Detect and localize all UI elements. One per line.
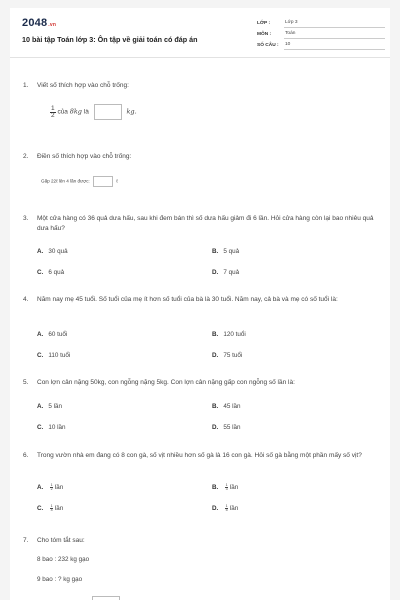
option-text: lần	[229, 505, 239, 513]
document-page	[10, 8, 390, 600]
answer-input[interactable]	[94, 104, 122, 120]
question-number: 7.	[23, 537, 29, 544]
summary-line-2: 9 bao : ? kg gạo	[37, 576, 83, 583]
fraction	[50, 505, 53, 512]
option-a[interactable]	[37, 484, 63, 491]
question-number: 6.	[23, 452, 29, 459]
expression-of: của	[57, 108, 68, 116]
fraction-numerator: 1	[51, 104, 55, 112]
option-text: lần	[54, 484, 64, 492]
page-title: 10 bài tập Toán lớp 3: Ôn tập về giải toán có đáp án	[22, 35, 198, 44]
option-text: lần	[229, 484, 239, 492]
expression-unit: kg.	[126, 107, 137, 116]
logo-suffix: .vn	[48, 22, 57, 28]
option-letter: A.	[37, 403, 44, 410]
document-header	[10, 8, 390, 58]
option-a[interactable]	[37, 331, 67, 338]
option-text: 10 lần	[48, 424, 66, 431]
question-text: Một cửa hàng có 36 quả dưa hấu, sau khi đem bán thì số dưa hấu giảm đi 6 lần. Hỏi cửa hàng còn lại bao nhiêu quả dưa hấu?	[37, 215, 374, 232]
option-letter: A.	[37, 248, 44, 255]
question-number: 4.	[23, 296, 29, 303]
meta-value: Lớp 3	[284, 20, 385, 28]
meta-label: MÔN :	[257, 32, 272, 37]
fraction-denominator: 2	[50, 487, 53, 491]
question-1	[23, 81, 378, 91]
option-c[interactable]	[37, 505, 63, 512]
option-d[interactable]	[212, 424, 240, 431]
fraction-denominator: 4	[50, 508, 53, 512]
question-6	[23, 451, 378, 461]
fraction-numerator: 1	[225, 504, 228, 508]
meta-value: 10	[284, 42, 385, 50]
meta-row-grade	[257, 17, 385, 28]
site-logo[interactable]	[22, 17, 56, 29]
option-letter: A.	[37, 331, 44, 338]
option-text: 6 quả	[48, 269, 65, 276]
option-text: 55 lần	[223, 424, 241, 431]
option-letter: D.	[212, 352, 219, 359]
option-b[interactable]	[212, 403, 240, 410]
expression-unit: ℓ	[116, 178, 118, 184]
meta-label: SỐ CÂU :	[257, 43, 279, 48]
option-text: 5 quả	[223, 248, 240, 255]
option-letter: B.	[212, 403, 219, 410]
option-letter: A.	[37, 484, 44, 492]
question-4	[23, 295, 378, 305]
fraction-numerator: 1	[50, 483, 53, 487]
fraction-denominator: 3	[225, 487, 228, 491]
option-text: 60 tuổi	[48, 331, 68, 338]
question-text: Trong vườn nhà em đang có 8 con gà, số vịt nhiều hơn số gà là 16 con gà. Hỏi số gà bằng một phần mấy số vịt?	[37, 452, 362, 459]
fraction	[50, 106, 56, 119]
question-text: Cho tóm tắt sau:	[37, 537, 85, 544]
document-meta	[257, 17, 385, 50]
question-2	[23, 152, 378, 162]
question-7	[23, 536, 378, 546]
option-c[interactable]	[37, 352, 70, 359]
expression-amount: 8kg	[69, 107, 82, 116]
answer-input[interactable]	[93, 176, 113, 187]
option-text: 75 tuổi	[223, 352, 243, 359]
option-d[interactable]	[212, 505, 238, 512]
question-5	[23, 378, 378, 388]
option-letter: C.	[37, 424, 44, 431]
meta-row-subject	[257, 28, 385, 39]
option-a[interactable]	[37, 248, 68, 255]
answer-input[interactable]	[92, 596, 120, 600]
question-number: 1.	[23, 82, 29, 89]
option-text: 45 lần	[223, 403, 241, 410]
option-text: 120 tuổi	[223, 331, 246, 338]
option-letter: B.	[212, 331, 219, 338]
question-2-expression	[41, 176, 118, 187]
option-text: 110 tuổi	[48, 352, 71, 359]
option-d[interactable]	[212, 269, 239, 276]
option-letter: B.	[212, 484, 219, 492]
option-b[interactable]	[212, 484, 238, 491]
fraction	[50, 484, 53, 491]
fraction	[225, 505, 228, 512]
question-text: Năm nay mẹ 45 tuổi. Số tuổi của mẹ ít hơn số tuổi của bà là 30 tuổi. Năm nay, cả bà và mẹ có số tuổi là:	[37, 296, 338, 303]
expression-text: Gấp 22ℓ lên 4 lần được:	[41, 178, 90, 184]
option-letter: C.	[37, 505, 44, 513]
option-b[interactable]	[212, 248, 239, 255]
question-text: Điền số thích hợp vào chỗ trống:	[37, 153, 132, 160]
option-letter: B.	[212, 248, 219, 255]
option-b[interactable]	[212, 331, 246, 338]
option-c[interactable]	[37, 269, 64, 276]
option-letter: D.	[212, 269, 219, 276]
option-letter: C.	[37, 269, 44, 276]
option-c[interactable]	[37, 424, 65, 431]
meta-value: Toán	[284, 31, 385, 39]
question-number: 5.	[23, 379, 29, 386]
fraction	[225, 484, 228, 491]
fraction-numerator: 1	[50, 504, 53, 508]
option-letter: C.	[37, 352, 44, 359]
fraction-denominator: 2	[51, 111, 55, 119]
option-text: 5 lần	[48, 403, 62, 410]
logo-text: 2048	[22, 17, 48, 29]
question-number: 2.	[23, 153, 29, 160]
option-letter: D.	[212, 424, 219, 431]
question-number: 3.	[23, 215, 29, 222]
fraction-numerator: 1	[225, 483, 228, 487]
option-letter: D.	[212, 505, 219, 513]
question-1-expression	[50, 104, 137, 120]
option-text: lần	[54, 505, 64, 513]
meta-label: LỚP :	[257, 21, 271, 26]
question-3	[23, 214, 378, 234]
option-text: 30 quả	[48, 248, 68, 255]
fraction-denominator: 5	[225, 508, 228, 512]
option-d[interactable]	[212, 352, 242, 359]
meta-row-count	[257, 39, 385, 50]
question-text: Viết số thích hợp vào chỗ trống:	[37, 82, 129, 89]
summary-line-1: 8 bao : 232 kg gạo	[37, 556, 90, 563]
question-text: Con lợn cân nặng 50kg, con ngỗng nặng 5kg. Con lợn cân nặng gấp con ngỗng số lần là:	[37, 379, 295, 386]
expression-is: là	[83, 108, 89, 116]
option-a[interactable]	[37, 403, 62, 410]
option-text: 7 quả	[223, 269, 240, 276]
